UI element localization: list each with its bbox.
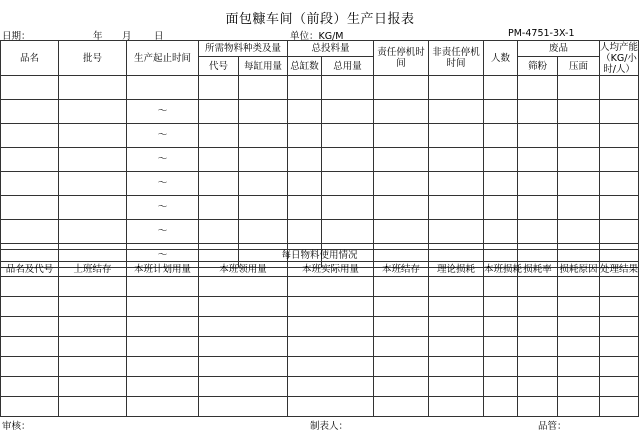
production-row — [1, 124, 639, 148]
material-row — [1, 297, 639, 317]
production-cell[interactable] — [239, 124, 288, 148]
production-cell[interactable] — [288, 220, 322, 244]
production-cell[interactable] — [429, 76, 484, 100]
preparer-label: 制表人： — [310, 421, 349, 432]
material-cell[interactable] — [429, 377, 484, 397]
production-time-tilde[interactable]: ～ — [127, 148, 199, 172]
production-cell[interactable] — [374, 76, 429, 100]
material-cell[interactable] — [429, 297, 484, 317]
production-cell[interactable] — [374, 148, 429, 172]
production-table — [0, 40, 639, 268]
material-cell[interactable] — [518, 277, 558, 297]
material-cell[interactable] — [199, 377, 288, 397]
production-cell[interactable] — [199, 196, 239, 220]
col-header-sieve: 筛粉 — [518, 57, 558, 76]
col-header-loss-reason: 损耗原因 — [559, 263, 598, 275]
production-cell[interactable] — [374, 100, 429, 124]
material-cell[interactable] — [600, 277, 639, 297]
material-cell[interactable] — [199, 357, 288, 377]
production-cell[interactable] — [600, 196, 639, 220]
material-cell[interactable] — [518, 337, 558, 357]
material-cell[interactable] — [59, 397, 127, 417]
material-cell[interactable] — [374, 277, 429, 297]
material-cell[interactable] — [600, 337, 639, 357]
production-cell[interactable] — [429, 196, 484, 220]
production-row — [1, 148, 639, 172]
col-header-name-code: 品名及代号 — [1, 262, 59, 277]
col-header-total-qty: 总用量 — [322, 57, 374, 76]
production-cell[interactable] — [1, 196, 59, 220]
production-time-tilde[interactable]: ～ — [127, 244, 199, 268]
col-header-capacity: 人均产能（KG/小时/人） — [600, 41, 639, 75]
material-cell[interactable] — [59, 357, 127, 377]
reviewer-label: 审核： — [2, 421, 31, 432]
col-header-responsible-downtime: 责任停机时间 — [374, 41, 429, 76]
material-row — [1, 337, 639, 357]
report-title: 面包糠车间（前段）生产日报表 — [225, 12, 415, 27]
production-cell[interactable] — [600, 124, 639, 148]
material-row — [1, 277, 639, 297]
production-cell[interactable] — [374, 124, 429, 148]
material-cell[interactable] — [288, 397, 374, 417]
col-header-planned-qty: 本班计划用量 — [127, 262, 199, 277]
material-cell[interactable] — [59, 337, 127, 357]
production-cell[interactable] — [322, 220, 374, 244]
production-cell[interactable] — [374, 220, 429, 244]
material-cell[interactable] — [199, 297, 288, 317]
material-cell[interactable] — [374, 317, 429, 337]
production-cell[interactable] — [322, 148, 374, 172]
material-cell[interactable] — [1, 317, 59, 337]
material-cell[interactable] — [484, 337, 518, 357]
production-row — [1, 100, 639, 124]
material-cell[interactable] — [429, 277, 484, 297]
material-cell[interactable] — [484, 357, 518, 377]
production-cell[interactable] — [518, 124, 558, 148]
production-cell[interactable] — [59, 100, 127, 124]
production-cell[interactable] — [558, 172, 600, 196]
material-cell[interactable] — [484, 277, 518, 297]
production-cell[interactable] — [374, 172, 429, 196]
material-cell[interactable] — [518, 297, 558, 317]
production-row — [1, 172, 639, 196]
material-cell[interactable] — [518, 397, 558, 417]
production-cell[interactable] — [1, 172, 59, 196]
production-cell[interactable] — [322, 172, 374, 196]
production-row — [1, 220, 639, 244]
production-time-tilde[interactable]: ～ — [127, 196, 199, 220]
material-cell[interactable] — [484, 317, 518, 337]
material-cell[interactable] — [558, 277, 600, 297]
production-cell[interactable] — [199, 172, 239, 196]
production-cell[interactable] — [518, 148, 558, 172]
production-cell[interactable] — [239, 148, 288, 172]
material-cell[interactable] — [127, 397, 199, 417]
material-cell[interactable] — [374, 397, 429, 417]
production-cell[interactable] — [600, 100, 639, 124]
material-cell[interactable] — [600, 357, 639, 377]
material-section-title: 每日物料使用情况 — [1, 250, 639, 262]
production-cell[interactable] — [1, 76, 59, 100]
col-header-actual-loss: 本班损耗 — [484, 263, 523, 275]
production-cell[interactable] — [1, 220, 59, 244]
production-cell[interactable] — [484, 196, 518, 220]
col-header-result: 处理结果 — [600, 263, 639, 275]
year-label: 年 — [93, 31, 103, 42]
production-cell[interactable] — [429, 172, 484, 196]
material-cell[interactable] — [288, 317, 374, 337]
material-cell[interactable] — [600, 317, 639, 337]
production-row — [1, 196, 639, 220]
production-cell[interactable] — [322, 124, 374, 148]
material-cell[interactable] — [199, 397, 288, 417]
production-cell[interactable] — [127, 76, 199, 100]
production-cell[interactable] — [558, 196, 600, 220]
production-cell[interactable] — [518, 220, 558, 244]
material-cell[interactable] — [288, 337, 374, 357]
material-row — [1, 357, 639, 377]
production-cell[interactable] — [484, 148, 518, 172]
production-cell[interactable] — [59, 196, 127, 220]
production-cell[interactable] — [199, 100, 239, 124]
col-header-product-name: 品名 — [1, 41, 59, 76]
production-cell[interactable] — [484, 172, 518, 196]
production-cell[interactable] — [518, 100, 558, 124]
production-cell[interactable] — [239, 172, 288, 196]
material-cell[interactable] — [127, 277, 199, 297]
col-header-shift-stock: 本班结存 — [374, 262, 429, 277]
production-cell[interactable] — [199, 76, 239, 100]
production-cell[interactable] — [484, 76, 518, 100]
material-row — [1, 397, 639, 417]
production-cell[interactable] — [558, 220, 600, 244]
material-cell[interactable] — [1, 377, 59, 397]
production-cell[interactable] — [199, 148, 239, 172]
material-cell[interactable] — [127, 377, 199, 397]
material-cell[interactable] — [600, 377, 639, 397]
production-cell[interactable] — [518, 76, 558, 100]
production-cell[interactable] — [199, 220, 239, 244]
col-header-headcount: 人数 — [484, 41, 518, 76]
production-cell[interactable] — [239, 220, 288, 244]
production-time-tilde[interactable]: ～ — [127, 124, 199, 148]
col-header-received-qty: 本班领用量 — [199, 262, 288, 277]
production-cell[interactable] — [558, 124, 600, 148]
material-cell[interactable] — [558, 397, 600, 417]
col-header-prev-stock: 上班结存 — [59, 262, 127, 277]
production-cell[interactable] — [199, 124, 239, 148]
material-cell[interactable] — [1, 277, 59, 297]
production-cell[interactable] — [558, 148, 600, 172]
material-cell[interactable] — [429, 317, 484, 337]
material-cell[interactable] — [558, 317, 600, 337]
production-cell[interactable] — [59, 76, 127, 100]
production-cell[interactable] — [322, 100, 374, 124]
material-cell[interactable] — [127, 337, 199, 357]
material-cell[interactable] — [374, 297, 429, 317]
production-cell[interactable] — [59, 124, 127, 148]
production-row — [1, 76, 639, 100]
production-cell[interactable] — [484, 220, 518, 244]
production-cell[interactable] — [1, 124, 59, 148]
material-cell[interactable] — [484, 297, 518, 317]
production-cell[interactable] — [429, 124, 484, 148]
production-cell[interactable] — [429, 220, 484, 244]
production-cell[interactable] — [239, 100, 288, 124]
col-header-total-input: 总投料量 — [288, 41, 374, 57]
production-cell[interactable] — [322, 196, 374, 220]
col-header-loss-rate: 损耗率 — [518, 262, 558, 277]
material-cell[interactable] — [127, 297, 199, 317]
material-cell[interactable] — [1, 397, 59, 417]
production-cell[interactable] — [239, 196, 288, 220]
material-cell[interactable] — [429, 337, 484, 357]
production-cell[interactable] — [600, 220, 639, 244]
col-header-waste: 废品 — [518, 41, 600, 57]
col-header-production-time: 生产起止时间 — [127, 41, 199, 76]
col-header-per-tank: 每缸用量 — [239, 57, 288, 76]
production-cell[interactable] — [1, 148, 59, 172]
production-cell[interactable] — [288, 124, 322, 148]
material-cell[interactable] — [374, 357, 429, 377]
production-cell[interactable] — [288, 76, 322, 100]
production-cell[interactable] — [239, 76, 288, 100]
production-cell[interactable] — [288, 148, 322, 172]
material-cell[interactable] — [484, 397, 518, 417]
document-number: PM-4751-3X-1 — [508, 28, 575, 39]
material-cell[interactable] — [288, 297, 374, 317]
material-cell[interactable] — [199, 277, 288, 297]
unit-label: 单位：KG/M — [290, 31, 344, 42]
production-cell[interactable] — [484, 124, 518, 148]
material-cell[interactable] — [558, 337, 600, 357]
production-cell[interactable] — [484, 100, 518, 124]
production-cell[interactable] — [558, 76, 600, 100]
production-cell[interactable] — [59, 220, 127, 244]
production-cell[interactable] — [558, 100, 600, 124]
material-row — [1, 377, 639, 397]
material-cell[interactable] — [288, 357, 374, 377]
material-cell[interactable] — [558, 357, 600, 377]
production-time-tilde[interactable]: ～ — [127, 220, 199, 244]
material-cell[interactable] — [429, 397, 484, 417]
material-cell[interactable] — [59, 277, 127, 297]
material-cell[interactable] — [127, 357, 199, 377]
production-time-tilde[interactable]: ～ — [127, 172, 199, 196]
production-cell[interactable] — [429, 148, 484, 172]
material-cell[interactable] — [1, 297, 59, 317]
col-header-press: 压面 — [558, 57, 600, 76]
col-header-theoretical-loss: 理论损耗 — [429, 262, 484, 277]
date-label: 日期： — [2, 31, 31, 42]
production-cell[interactable] — [59, 172, 127, 196]
material-cell[interactable] — [429, 357, 484, 377]
production-cell[interactable] — [288, 172, 322, 196]
material-cell[interactable] — [518, 317, 558, 337]
material-cell[interactable] — [484, 377, 518, 397]
material-cell[interactable] — [127, 317, 199, 337]
material-cell[interactable] — [600, 297, 639, 317]
production-cell[interactable] — [59, 148, 127, 172]
material-cell[interactable] — [59, 377, 127, 397]
col-header-batch: 批号 — [59, 41, 127, 76]
production-cell[interactable] — [429, 100, 484, 124]
production-cell[interactable] — [322, 76, 374, 100]
production-cell[interactable] — [600, 148, 639, 172]
material-cell[interactable] — [374, 337, 429, 357]
material-cell[interactable] — [199, 317, 288, 337]
col-header-code: 代号 — [199, 57, 239, 76]
col-header-actual-qty: 本班实际用量 — [288, 262, 374, 277]
production-cell[interactable] — [518, 196, 558, 220]
material-cell[interactable] — [518, 377, 558, 397]
material-cell[interactable] — [374, 377, 429, 397]
material-cell[interactable] — [59, 317, 127, 337]
production-cell[interactable] — [374, 196, 429, 220]
month-label: 月 — [122, 31, 132, 42]
material-cell[interactable] — [1, 357, 59, 377]
material-cell[interactable] — [558, 377, 600, 397]
material-cell[interactable] — [288, 377, 374, 397]
material-cell[interactable] — [288, 277, 374, 297]
material-cell[interactable] — [518, 357, 558, 377]
day-label: 日 — [154, 31, 164, 42]
material-cell[interactable] — [1, 337, 59, 357]
material-cell[interactable] — [600, 397, 639, 417]
supervisor-label: 品管： — [538, 421, 567, 432]
production-cell[interactable] — [288, 100, 322, 124]
col-header-materials: 所需物料种类及量 — [199, 41, 288, 57]
material-cell[interactable] — [59, 297, 127, 317]
material-cell[interactable] — [558, 297, 600, 317]
production-cell[interactable] — [288, 196, 322, 220]
production-cell[interactable] — [1, 100, 59, 124]
material-usage-table — [0, 249, 639, 417]
col-header-total-tanks: 总缸数 — [288, 57, 322, 76]
production-cell[interactable] — [600, 76, 639, 100]
production-cell[interactable] — [600, 172, 639, 196]
production-time-tilde[interactable]: ～ — [127, 100, 199, 124]
material-cell[interactable] — [199, 337, 288, 357]
production-cell[interactable] — [518, 172, 558, 196]
col-header-nonresponsible-downtime: 非责任停机时间 — [429, 41, 484, 76]
material-row — [1, 317, 639, 337]
